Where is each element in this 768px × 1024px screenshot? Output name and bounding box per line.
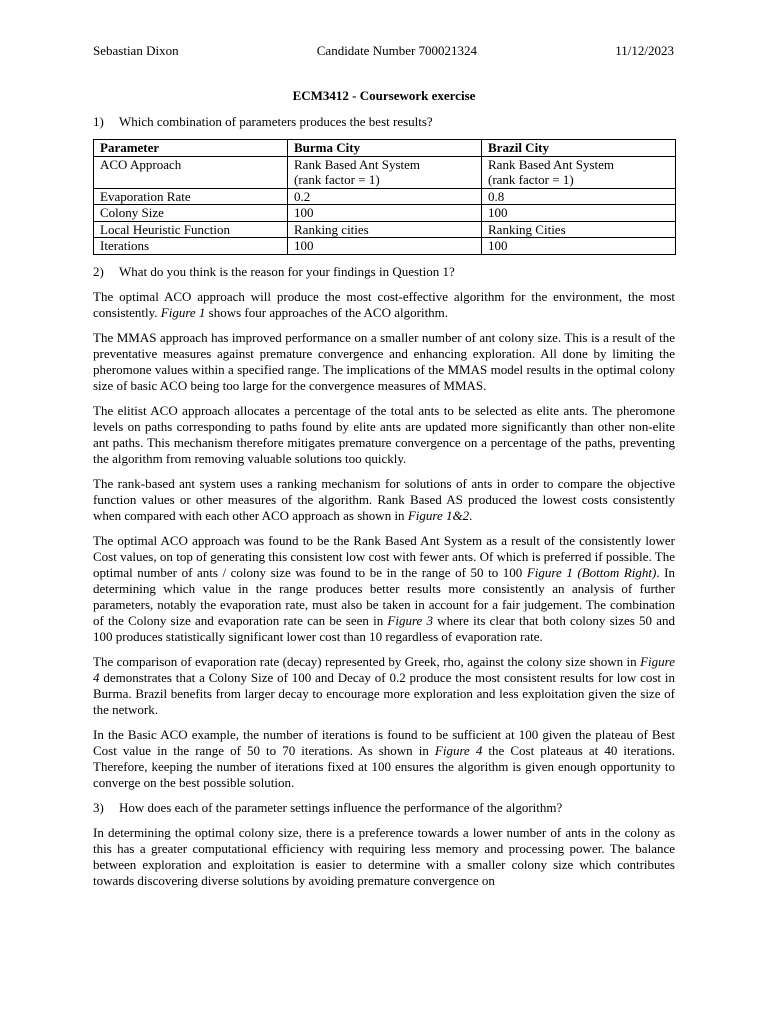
table-cell: Local Heuristic Function bbox=[94, 221, 288, 238]
table-cell bbox=[482, 156, 676, 188]
paragraph: The MMAS approach has improved performance on a smaller number of ant colony size. This is a result of the preventative measures against premature convergence and enhancing exploration. All done by limiting the pheromone values within a specified range. The implications of the MMAS model results in the optimal colony size of basic ACO being too large for the convergence measures of MMAS. bbox=[93, 329, 675, 393]
table-cell: ACO Approach bbox=[94, 156, 288, 188]
figure-reference: Figure 1 (Bottom Right) bbox=[526, 564, 657, 580]
table-cell: 100 bbox=[482, 205, 676, 222]
table-cell: 100 bbox=[288, 205, 482, 222]
text-run: the Cost plateaus at 40 iterations. Therefore, keeping the number of iterations fixed at 100 ensures the algorithm is given enough opportunity to converge on the best possible solution. bbox=[93, 742, 675, 790]
table-cell bbox=[288, 156, 482, 188]
text-run: where its clear that both colony sizes 50 and 100 produces statistically significant lower cost than 10 regardless of evaporation rate. bbox=[93, 612, 675, 644]
text-run: The optimal ACO approach was found to be the Rank Based Ant System as a result of the consistently lower Cost values, on top of generating this consistent low cost with fewer ants. Of which is preferred if possible. The optimal number of ants / colony size was found to be in the range of 50 to 100 bbox=[93, 532, 675, 580]
author-name: Sebastian Dixon bbox=[93, 43, 179, 58]
question-text: Which combination of parameters produces the best results? bbox=[119, 114, 433, 129]
text-run: demonstrates that a Colony Size of 100 and Decay of 0.2 produce the most consistent results for low cost in Burma. Brazil benefits from larger decay to encourage more exploration and less exploitation given the size of the network. bbox=[93, 669, 675, 717]
table-cell: Evaporation Rate bbox=[94, 188, 288, 205]
question-3 bbox=[93, 800, 675, 816]
question-2 bbox=[93, 264, 675, 280]
table-cell: 0.8 bbox=[482, 188, 676, 205]
table-header-cell: Burma City bbox=[288, 140, 482, 157]
table-cell: Colony Size bbox=[94, 205, 288, 222]
figure-reference: Figure 3 bbox=[387, 612, 433, 628]
parameter-table bbox=[93, 139, 676, 255]
text-run: In the Basic ACO example, the number of iterations is found to be sufficient at 100 given the plateau of Best Cost value in the range of 50 to 70 iterations. As shown in bbox=[93, 726, 675, 758]
text-run: shows four approaches of the ACO algorithm. bbox=[205, 304, 449, 320]
paragraph: The elitist ACO approach allocates a percentage of the total ants to be selected as elite ants. The pheromone levels on paths corresponding to paths found by elite ants are updated more significantly than other non-elite ant paths. This mechanism therefore mitigates premature convergence on a percentage of the paths, preventing the algorithm from removing valuable solutions too quickly. bbox=[93, 402, 675, 466]
paragraph bbox=[93, 533, 675, 645]
text-run: The optimal ACO approach will produce the most cost-effective algorithm for the environment, the most consistently. bbox=[93, 288, 675, 320]
text-run: . bbox=[469, 507, 473, 523]
question-number: 2) bbox=[93, 263, 104, 279]
figure-reference: Figure 4 bbox=[93, 653, 675, 685]
table-cell: 100 bbox=[482, 238, 676, 255]
table-row bbox=[94, 156, 676, 188]
table-cell: 100 bbox=[288, 238, 482, 255]
text-run: The comparison of evaporation rate (decay) represented by Greek, rho, against the colony size shown in bbox=[93, 653, 641, 669]
text-run: . In determining which value in the range produces better results more consistently an analysis of further parameters, notably the evaporation rate, must also be taken in account for a fair judgement. The combination of the Colony size and evaporation rate can be seen in bbox=[93, 564, 675, 628]
table-header-cell: Parameter bbox=[94, 140, 288, 157]
document-date: 11/12/2023 bbox=[615, 43, 674, 58]
paragraph: In determining the optimal colony size, there is a preference towards a lower number of ants in the colony as this has a greater computational efficiency with requiring less memory and processing power. The balance between exploration and exploitation is easier to determine with a smaller colony size which contributes towards discovering diverse solutions by avoiding premature convergence on bbox=[93, 824, 675, 888]
table-header-row bbox=[94, 140, 676, 157]
cell-line: Rank Based Ant System bbox=[488, 156, 615, 172]
document-body bbox=[93, 114, 675, 898]
table-cell: 0.2 bbox=[288, 188, 482, 205]
document-title: ECM3412 - Coursework exercise bbox=[292, 88, 476, 103]
cell-line: (rank factor = 1) bbox=[294, 172, 380, 187]
text-run: The rank-based ant system uses a ranking mechanism for solutions of ants in order to compare the objective function values or other measures of the algorithm. Rank Based AS produced the lowest costs consistently when compared with each other ACO approach as shown in bbox=[93, 475, 675, 523]
cell-line: Rank Based Ant System bbox=[294, 156, 421, 172]
candidate-number: Candidate Number 700021324 bbox=[316, 43, 478, 58]
paragraph bbox=[93, 727, 675, 791]
table-row bbox=[94, 221, 676, 238]
question-text: How does each of the parameter settings influence the performance of the algorithm? bbox=[119, 799, 563, 815]
table-header-cell: Brazil City bbox=[482, 140, 676, 157]
figure-reference: Figure 4 bbox=[434, 742, 483, 758]
question-number: 3) bbox=[93, 799, 104, 815]
question-text: What do you think is the reason for your findings in Question 1? bbox=[119, 263, 455, 279]
question-1 bbox=[93, 114, 675, 130]
figure-reference: Figure 1 bbox=[160, 304, 206, 320]
paragraph bbox=[93, 289, 675, 321]
table-row bbox=[94, 238, 676, 255]
table-cell: Iterations bbox=[94, 238, 288, 255]
figure-reference: Figure 1&2 bbox=[407, 507, 470, 523]
cell-line: (rank factor = 1) bbox=[488, 172, 574, 187]
table-row bbox=[94, 205, 676, 222]
table-cell: Ranking cities bbox=[288, 221, 482, 238]
paragraph bbox=[93, 654, 675, 718]
table-cell: Ranking Cities bbox=[482, 221, 676, 238]
paragraph bbox=[93, 476, 675, 524]
page-header bbox=[93, 43, 674, 59]
table-row bbox=[94, 188, 676, 205]
question-number: 1) bbox=[93, 114, 104, 129]
